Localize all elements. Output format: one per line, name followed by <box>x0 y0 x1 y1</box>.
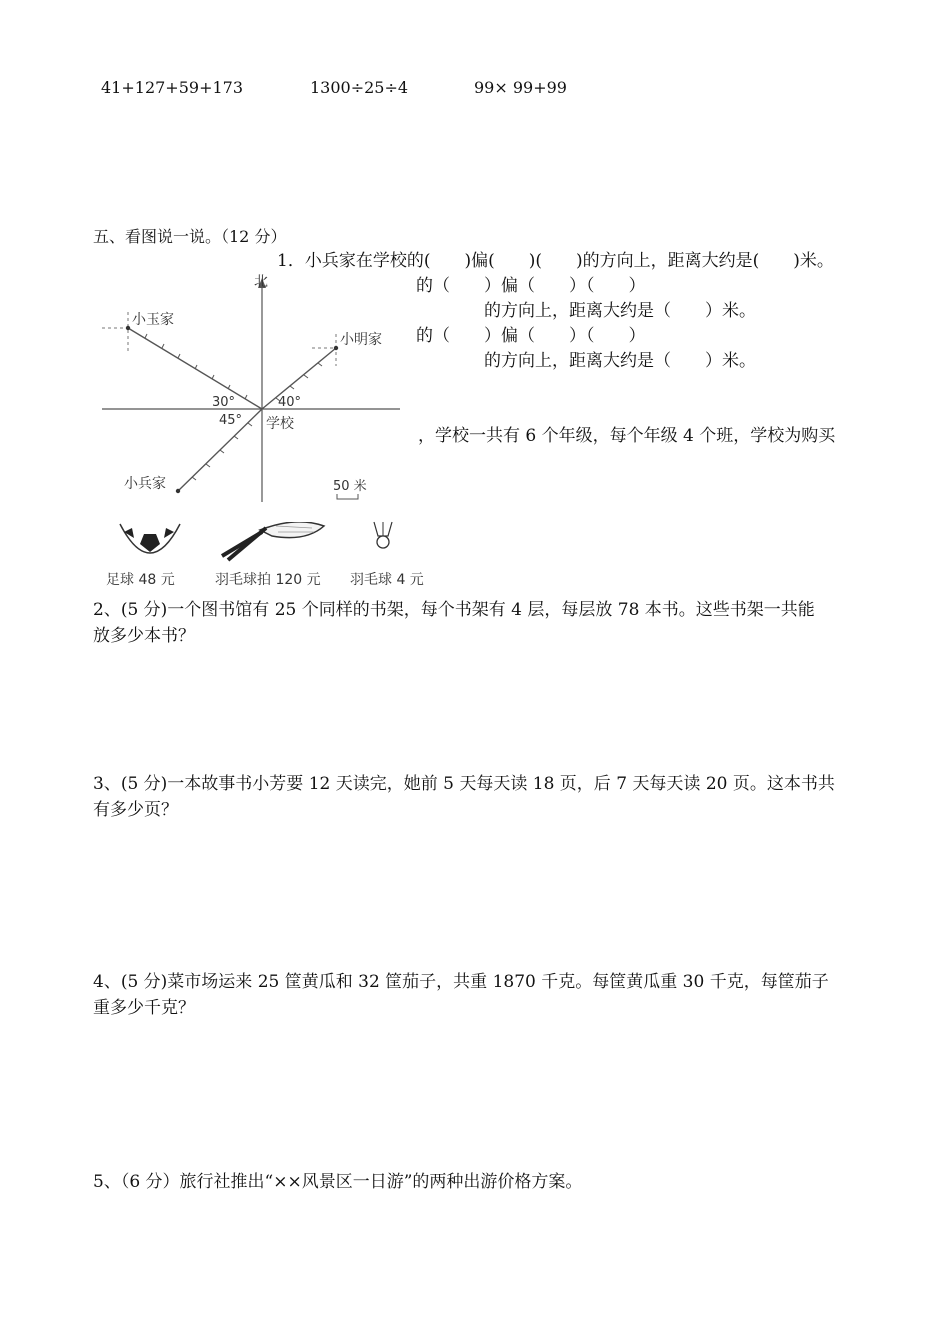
q2-line-2: 放多少本书？ <box>93 626 195 646</box>
xiaoyu-point <box>126 326 130 330</box>
football-price: 足球 48 元 <box>106 572 175 588</box>
scale-label: 50 米 <box>333 479 367 494</box>
racket-price: 羽毛球拍 120 元 <box>215 572 321 588</box>
q1-line-2: 的（ ）偏（ ）（ ） <box>416 276 646 296</box>
q2-line-1: 2、(5 分)一个图书馆有 25 个同样的书架，每个书架有 4 层，每层放 78 本书。这些书架一共能 <box>93 600 815 620</box>
q1-line-3: 的方向上，距离大约是（ ）米。 <box>484 301 756 321</box>
xiaoming-label: 小明家 <box>340 332 382 348</box>
shuttlecock-icon <box>370 520 396 550</box>
section-title: 五、看图说一说。（12 分） <box>93 227 287 246</box>
xiaobing-point <box>176 489 180 493</box>
q1-line-4: 的（ ）偏（ ）（ ） <box>416 326 646 346</box>
north-label: 北 <box>254 274 268 290</box>
q4-line-1: 4、(5 分)菜市场运来 25 筐黄瓜和 32 筐茄子，共重 1870 千克。每筐黄瓜重 30 千克，每筐茄子 <box>93 972 829 992</box>
racket-icon <box>216 522 328 562</box>
q3-line-2: 有多少页？ <box>93 800 178 820</box>
expr-3: 99× 99+99 <box>474 78 567 97</box>
angle-45-label: 45° <box>219 413 243 428</box>
q5-line-1: 5、（6 分）旅行社推出“××风景区一日游”的两种出游价格方案。 <box>93 1172 583 1192</box>
q1-line-5: 的方向上，距离大约是（ ）米。 <box>484 351 756 371</box>
q1-line-1: 1．小兵家在学校的( )偏( )( )的方向上，距离大约是( )米。 <box>277 251 834 271</box>
expr-1: 41+127+59+173 <box>101 78 244 97</box>
direction-diagram <box>96 262 418 502</box>
xiaobing-label: 小兵家 <box>124 476 166 492</box>
q4-line-2: 重多少千克？ <box>93 998 195 1018</box>
school-label: 学校 <box>266 416 294 432</box>
angle-30-label: 30° <box>212 395 236 410</box>
q3-line-1: 3、(5 分)一本故事书小芳要 12 天读完，她前 5 天每天读 18 页，后 7 天每天读 20 页。这本书共 <box>93 774 835 794</box>
football-icon <box>118 522 182 556</box>
q-line-6: ，学校一共有 6 个年级，每个年级 4 个班，学校为购买 <box>418 426 836 446</box>
scale-bar <box>337 494 358 499</box>
shuttlecock-price: 羽毛球 4 元 <box>350 572 424 588</box>
expr-2: 1300÷25÷4 <box>310 78 409 97</box>
xiaoming-point <box>334 346 338 350</box>
angle-40-label: 40° <box>278 395 302 410</box>
xiaoyu-label: 小玉家 <box>132 312 174 328</box>
